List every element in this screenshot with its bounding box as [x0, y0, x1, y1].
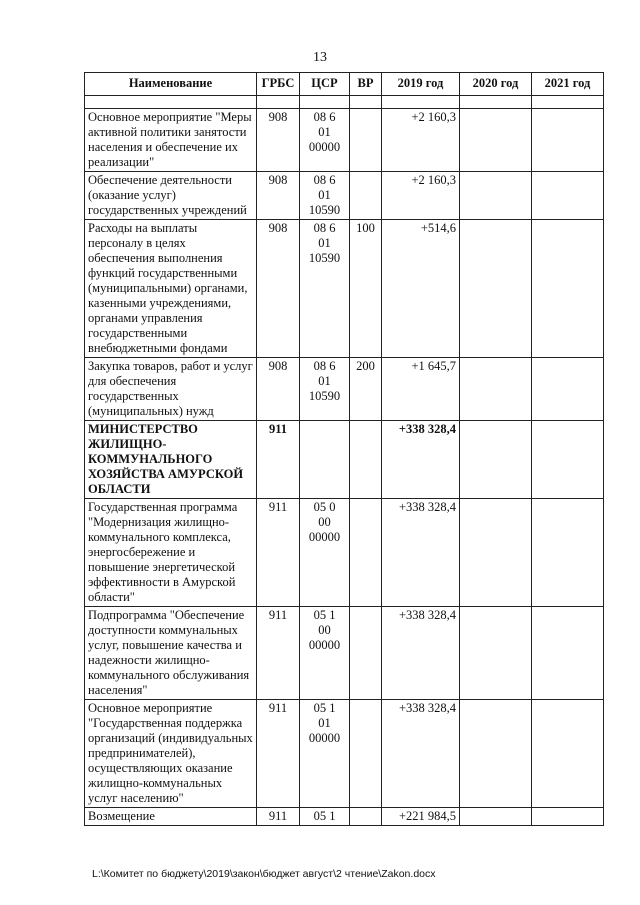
- cell-csr: 08 6 01 10590: [300, 358, 350, 421]
- cell-grbs: 908: [257, 109, 300, 172]
- table-row: [85, 808, 604, 826]
- cell-grbs: 911: [257, 808, 300, 826]
- cell-2020: [460, 499, 532, 607]
- table-row: [85, 109, 604, 172]
- cell-csr: 08 6 01 10590: [300, 220, 350, 358]
- cell-grbs: 911: [257, 700, 300, 808]
- table-row: [85, 172, 604, 220]
- cell-2020: [460, 220, 532, 358]
- cell-2019: +338 328,4: [382, 421, 460, 499]
- cell-name: Расходы на выплаты персоналу в целях обеспечения выполнения функций государственными (муниципальными) органами, казенными учреждениями, органами управления государственными внебюджетными фондами: [85, 220, 257, 358]
- table-header-row: [85, 73, 604, 96]
- budget-table: [84, 72, 604, 826]
- table-row: [85, 499, 604, 607]
- cell-vr: [350, 421, 382, 499]
- cell-2020: [460, 172, 532, 220]
- cell-name: Основное мероприятие "Меры активной политики занятости населения и обеспечение их реализации": [85, 109, 257, 172]
- cell-2021: [532, 421, 604, 499]
- spacer-cell: [257, 96, 300, 109]
- header-grbs: ГРБС: [257, 73, 300, 96]
- cell-csr: 08 6 01 00000: [300, 109, 350, 172]
- cell-vr: [350, 172, 382, 220]
- footer-file-path: L:\Комитет по бюджету\2019\закон\бюджет август\2 чтение\Zakon.docx: [92, 868, 436, 880]
- cell-name: Закупка товаров, работ и услуг для обеспечения государственных (муниципальных) нужд: [85, 358, 257, 421]
- cell-2021: [532, 358, 604, 421]
- cell-2019: +514,6: [382, 220, 460, 358]
- cell-csr: 05 1 00 00000: [300, 607, 350, 700]
- cell-csr: 05 1: [300, 808, 350, 826]
- table-row: [85, 700, 604, 808]
- cell-grbs: 911: [257, 499, 300, 607]
- cell-2021: [532, 808, 604, 826]
- page-number: 13: [313, 50, 327, 65]
- cell-vr: 200: [350, 358, 382, 421]
- table-row: [85, 421, 604, 499]
- table-body: [85, 96, 604, 826]
- cell-name: Основное мероприятие "Государственная поддержка организаций (индивидуальных предпринимателей), осуществляющих оказание жилищно-коммунальных услуг населению": [85, 700, 257, 808]
- cell-2020: [460, 808, 532, 826]
- cell-2019: +221 984,5: [382, 808, 460, 826]
- cell-grbs: 911: [257, 607, 300, 700]
- cell-2019: +338 328,4: [382, 607, 460, 700]
- spacer-cell: [382, 96, 460, 109]
- header-vr: ВР: [350, 73, 382, 96]
- header-name: Наименование: [85, 73, 257, 96]
- table-row: [85, 607, 604, 700]
- header-csr: ЦСР: [300, 73, 350, 96]
- cell-2019: +338 328,4: [382, 700, 460, 808]
- cell-2019: +1 645,7: [382, 358, 460, 421]
- cell-grbs: 908: [257, 172, 300, 220]
- table-spacer-row: [85, 96, 604, 109]
- spacer-cell: [85, 96, 257, 109]
- cell-2020: [460, 109, 532, 172]
- spacer-cell: [460, 96, 532, 109]
- cell-2019: +2 160,3: [382, 172, 460, 220]
- spacer-cell: [350, 96, 382, 109]
- cell-vr: [350, 700, 382, 808]
- cell-grbs: 908: [257, 358, 300, 421]
- cell-vr: [350, 607, 382, 700]
- cell-name: Государственная программа "Модернизация жилищно-коммунального комплекса, энергосбережение и повышение энергетической эффективности в Амурской области": [85, 499, 257, 607]
- cell-2021: [532, 220, 604, 358]
- cell-2021: [532, 109, 604, 172]
- table-row: [85, 358, 604, 421]
- cell-csr: [300, 421, 350, 499]
- cell-2021: [532, 607, 604, 700]
- cell-csr: 05 0 00 00000: [300, 499, 350, 607]
- header-2021: 2021 год: [532, 73, 604, 96]
- cell-name: Подпрограмма "Обеспечение доступности коммунальных услуг, повышение качества и надежности жилищно-коммунального обслуживания населения": [85, 607, 257, 700]
- cell-csr: 08 6 01 10590: [300, 172, 350, 220]
- table-row: [85, 220, 604, 358]
- cell-2019: +338 328,4: [382, 499, 460, 607]
- spacer-cell: [532, 96, 604, 109]
- header-2019: 2019 год: [382, 73, 460, 96]
- cell-csr: 05 1 01 00000: [300, 700, 350, 808]
- cell-vr: [350, 109, 382, 172]
- cell-2021: [532, 172, 604, 220]
- cell-vr: [350, 499, 382, 607]
- cell-2021: [532, 700, 604, 808]
- cell-name: Обеспечение деятельности (оказание услуг) государственных учреждений: [85, 172, 257, 220]
- cell-name: МИНИСТЕРСТВО ЖИЛИЩНО-КОММУНАЛЬНОГО ХОЗЯЙСТВА АМУРСКОЙ ОБЛАСТИ: [85, 421, 257, 499]
- cell-2020: [460, 700, 532, 808]
- cell-2020: [460, 358, 532, 421]
- cell-grbs: 911: [257, 421, 300, 499]
- cell-2020: [460, 421, 532, 499]
- header-2020: 2020 год: [460, 73, 532, 96]
- cell-name: Возмещение: [85, 808, 257, 826]
- cell-vr: 100: [350, 220, 382, 358]
- cell-vr: [350, 808, 382, 826]
- cell-grbs: 908: [257, 220, 300, 358]
- cell-2020: [460, 607, 532, 700]
- spacer-cell: [300, 96, 350, 109]
- cell-2021: [532, 499, 604, 607]
- cell-2019: +2 160,3: [382, 109, 460, 172]
